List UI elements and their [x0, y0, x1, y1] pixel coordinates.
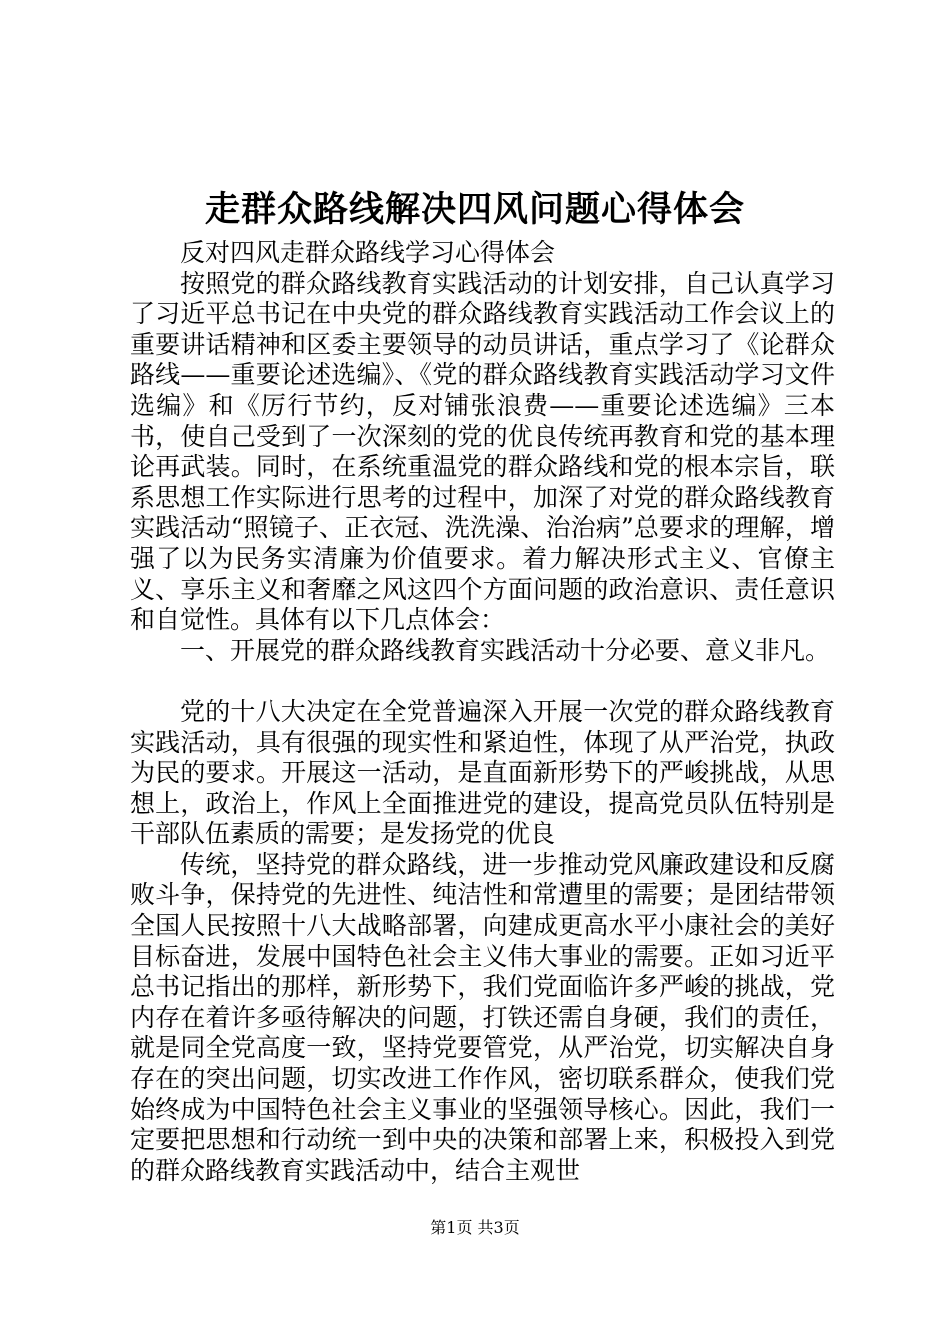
body-paragraph: 党的十八大决定在全党普遍深入开展一次党的群众路线教育实践活动，具有很强的现实性和紧迫性，体现了从严治党，执政为民的要求。开展这一活动，是直面新形势下的严峻挑战，从思想上，政治上，作风上全面推进党的建设，提高党员队伍特别是干部队伍素质的需要；是发扬党的优良 — [130, 696, 835, 849]
subtitle-paragraph: 反对四风走群众路线学习心得体会 — [180, 238, 556, 267]
section-heading-1: 一、开展党的群众路线教育实践活动十分必要、意义非凡。 — [180, 635, 831, 665]
document-body — [130, 238, 835, 1186]
document-title: 走群众路线解决四风问题心得体会 — [204, 189, 745, 230]
page-number-footer: 第1页 共3页 — [430, 1218, 520, 1237]
body-paragraph: 传统，坚持党的群众路线，进一步推动党风廉政建设和反腐败斗争，保持党的先进性、纯洁性和常遭里的需要；是团结带领全国人民按照十八大战略部署，向建成更高水平小康社会的美好目标奋进，发展中国特色社会主义伟大事业的需要。正如习近平总书记指出的那样，新形势下，我们党面临许多严峻的挑战，党内存在着许多亟待解决的问题，打铁还需自身硬，我们的责任，就是同全党高度一致，坚持党要管党，从严治党，切实解决自身存在的突出问题，切实改进工作作风，密切联系群众，使我们党始终成为中国特色社会主义事业的坚强领导核心。因此，我们一定要把思想和行动统一到中央的决策和部署上来，积极投入到党的群众路线教育实践活动中，结合主观世 — [130, 849, 835, 1185]
body-paragraph: 按照党的群众路线教育实践活动的计划安排，自己认真学习了习近平总书记在中央党的群众路线教育实践活动工作会议上的重要讲话精神和区委主要领导的动员讲话，重点学习了《论群众路线——重要论述选编》、《党的群众路线教育实践活动学习文件选编》和《厉行节约，反对铺张浪费——重要论述选编》三本书，使自己受到了一次深刻的党的优良传统再教育和党的基本理论再武装。同时，在系统重温党的群众路线和党的根本宗旨，联系思想工作实际进行思考的过程中，加深了对党的群众路线教育实践活动“照镜子、正衣冠、洗洗澡、治治病”总要求的理解，增强了以为民务实清廉为价值要求。着力解决形式主义、官僚主义、享乐主义和奢靡之风这四个方面问题的政治意识、责任意识和自觉性。具体有以下几点体会： — [130, 268, 835, 635]
paragraph-gap — [130, 666, 835, 697]
